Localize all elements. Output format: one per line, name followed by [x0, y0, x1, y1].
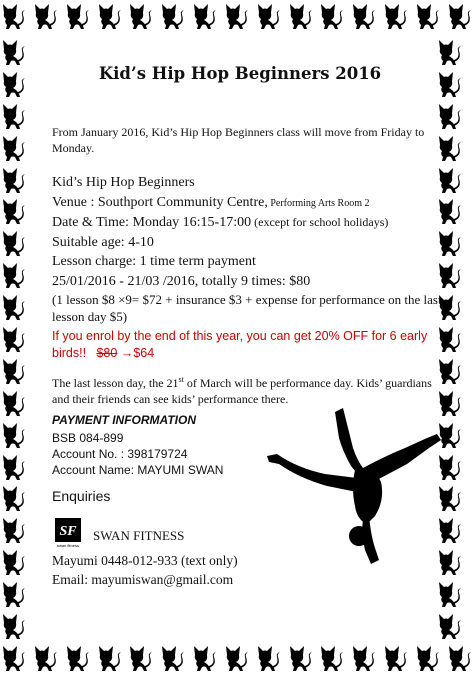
- dates-line: 25/01/2016 - 21/03 /2016, totally 9 times: $80: [52, 273, 311, 289]
- black-cat-icon: [255, 0, 283, 32]
- promo-text: If you enrol by the end of this year, you can get 20% OFF for 6 early birds!!: [52, 329, 428, 360]
- black-cat-icon: [255, 642, 283, 674]
- black-cat-icon: [0, 388, 28, 418]
- swan-fitness-logo: [55, 518, 81, 548]
- black-cat-icon: [414, 642, 442, 674]
- black-cat-icon: [436, 579, 464, 609]
- black-cat-icon: [64, 642, 92, 674]
- performance-sup: st: [178, 375, 184, 384]
- black-cat-icon: [32, 642, 60, 674]
- black-cat-icon: [159, 642, 187, 674]
- black-cat-icon: [32, 0, 60, 32]
- performance-after: of March will be performance day. Kids’ guardians and their friends can see kids’ performance there.: [52, 376, 432, 406]
- venue-line: [52, 193, 452, 214]
- bsb: BSB 084-899: [52, 431, 124, 445]
- price-breakdown: (1 lesson $8 ×9= $72 + insurance $3 + expense for performance on the last lesson day $5): [52, 292, 442, 324]
- black-cat-icon: [318, 0, 346, 32]
- black-cat-icon: [0, 69, 28, 99]
- enquiries-heading: Enquiries: [52, 488, 111, 504]
- black-cat-icon: [159, 0, 187, 32]
- black-cat-icon: [96, 0, 124, 32]
- black-cat-icon: [64, 0, 92, 32]
- black-cat-icon: [414, 0, 442, 32]
- course-name: Kid’s Hip Hop Beginners: [52, 175, 195, 190]
- black-cat-icon: [446, 642, 474, 674]
- black-cat-icon: [0, 260, 28, 290]
- venue-label: Venue : Southport Community Centre,: [52, 194, 268, 210]
- venue-room: Performing Arts Room 2: [267, 197, 370, 209]
- black-cat-icon: [0, 292, 28, 322]
- black-cat-icon: [0, 611, 28, 641]
- black-cat-icon: [0, 101, 28, 131]
- black-cat-icon: [191, 642, 219, 674]
- dancer-silhouette-icon: [265, 408, 443, 573]
- black-cat-icon: [318, 642, 346, 674]
- datetime-line: [52, 213, 452, 233]
- black-cat-icon: [382, 642, 410, 674]
- datetime-label: Date & Time: Monday 16:15-17:00: [52, 215, 252, 230]
- cat-border-bottom: [0, 642, 474, 676]
- intro-paragraph: From January 2016, Kid’s Hip Hop Beginners class will move from Friday to Monday.: [52, 125, 425, 155]
- black-cat-icon: [0, 324, 28, 354]
- business-name: SWAN FITNESS: [93, 528, 185, 543]
- black-cat-icon: [0, 547, 28, 577]
- early-bird-promo: [52, 328, 452, 362]
- black-cat-icon: [0, 196, 28, 226]
- datetime-note: (except for school holidays): [251, 215, 389, 229]
- black-cat-icon: [191, 0, 219, 32]
- black-cat-icon: [0, 37, 28, 67]
- black-cat-icon: [0, 165, 28, 195]
- black-cat-icon: [0, 515, 28, 545]
- black-cat-icon: [436, 37, 464, 67]
- black-cat-icon: [436, 133, 464, 163]
- new-price: →$64: [120, 346, 155, 360]
- lesson-charge-line: Lesson charge: 1 time term payment: [52, 254, 256, 269]
- black-cat-icon: [0, 228, 28, 258]
- performance-before: The last lesson day, the 21: [52, 376, 179, 390]
- black-cat-icon: [287, 642, 315, 674]
- cat-border-top: [0, 0, 474, 36]
- black-cat-icon: [350, 642, 378, 674]
- black-cat-icon: [436, 611, 464, 641]
- phone: Mayumi 0448-012-933 (text only): [52, 553, 238, 568]
- performance-paragraph: [52, 372, 442, 407]
- black-cat-icon: [0, 133, 28, 163]
- black-cat-icon: [382, 0, 410, 32]
- old-price: $80: [96, 346, 118, 360]
- email[interactable]: Email: mayumiswan@gmail.com: [52, 572, 234, 587]
- payment-heading: PAYMENT INFORMATION: [52, 413, 196, 427]
- black-cat-icon: [350, 0, 378, 32]
- age-line: Suitable age: 4-10: [52, 234, 154, 250]
- black-cat-icon: [436, 101, 464, 131]
- black-cat-icon: [127, 642, 155, 674]
- black-cat-icon: [446, 0, 474, 32]
- black-cat-icon: [127, 0, 155, 32]
- account-name: Account Name: MAYUMI SWAN: [52, 463, 224, 477]
- black-cat-icon: [0, 483, 28, 513]
- black-cat-icon: [0, 356, 28, 386]
- black-cat-icon: [223, 0, 251, 32]
- logo-text: SF: [59, 524, 77, 539]
- account-number: Account No. : 398179724: [52, 447, 188, 461]
- course-details: [52, 173, 452, 325]
- black-cat-icon: [223, 642, 251, 674]
- black-cat-icon: [436, 69, 464, 99]
- black-cat-icon: [0, 642, 28, 674]
- black-cat-icon: [287, 0, 315, 32]
- black-cat-icon: [0, 420, 28, 450]
- logo-caption: swan fitness: [56, 543, 80, 548]
- black-cat-icon: [0, 0, 28, 32]
- cat-border-left: [0, 36, 38, 642]
- black-cat-icon: [0, 579, 28, 609]
- page-title: Kid’s Hip Hop Beginners 2016: [98, 64, 382, 83]
- black-cat-icon: [0, 452, 28, 482]
- black-cat-icon: [96, 642, 124, 674]
